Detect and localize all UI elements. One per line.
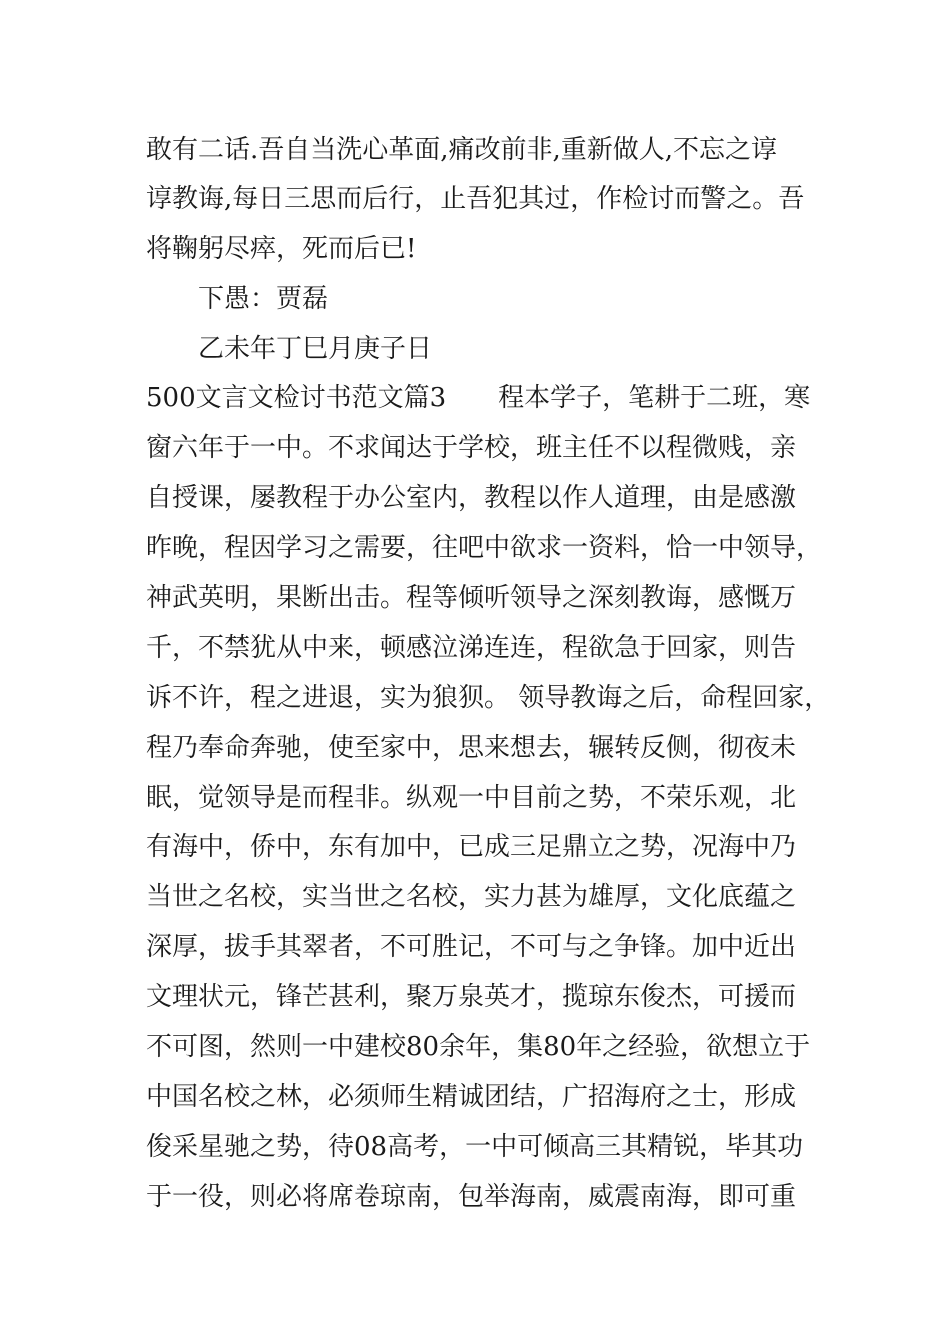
section-heading-line: 500文言文检讨书范文篇3 程本学子，笔耕于二班，寒 [146, 383, 811, 413]
text-line: 千，不禁犹从中来，顿感泣涕连连，程欲急于回家，则告 [146, 633, 797, 663]
text-line: 窗六年于一中。不求闻达于学校，班主任不以程微贱，亲 [146, 433, 797, 463]
text-line: 自授课，屡教程于办公室内，教程以作人道理，由是感激 [146, 483, 797, 513]
text-line: 将鞠躬尽瘁，死而后已! [146, 234, 417, 264]
text-line: 敢有二话.吾自当洗心革面,痛改前非,重新做人,不忘之谆 [146, 135, 778, 165]
text-line: 于一役，则必将席卷琼南，包举海南，威震南海，即可重 [146, 1182, 797, 1212]
text-line: 诉不许，程之进退，实为狼狈。 领导教诲之后，命程回家， [146, 683, 831, 713]
text-line: 俊采星驰之势，待08高考，一中可倾高三其精锐，毕其功 [146, 1132, 804, 1162]
text-line: 谆教诲,每日三思而后行，止吾犯其过，作检讨而警之。吾 [146, 184, 805, 214]
text-line: 有海中，侨中，东有加中，已成三足鼎立之势，况海中乃 [146, 832, 797, 862]
text-line: 眠，觉领导是而程非。纵观一中目前之势，不荣乐观，北 [146, 783, 797, 813]
text-line: 文理状元，锋芒甚利，聚万泉英才，揽琼东俊杰，可援而 [146, 982, 797, 1012]
text-line: 昨晚，程因学习之需要，往吧中欲求一资料，恰一中领导， [146, 533, 823, 563]
text-line: 不可图，然则一中建校80余年，集80年之经验，欲想立于 [146, 1032, 811, 1062]
signature-line: 下愚：贾磊 [198, 284, 329, 314]
text-line: 程乃奉命奔驰，使至家中，思来想去，辗转反侧，彻夜未 [146, 733, 797, 763]
date-line: 乙未年丁巳月庚子日 [198, 334, 433, 364]
text-line: 神武英明，果断出击。程等倾听领导之深刻教诲，感慨万 [146, 583, 797, 613]
text-line: 深厚，拔手其翠者，不可胜记，不可与之争锋。加中近出 [146, 932, 797, 962]
text-line: 当世之名校，实当世之名校，实力甚为雄厚，文化底蕴之 [146, 882, 797, 912]
text-line: 中国名校之林，必须师生精诚团结，广招海府之士，形成 [146, 1082, 797, 1112]
